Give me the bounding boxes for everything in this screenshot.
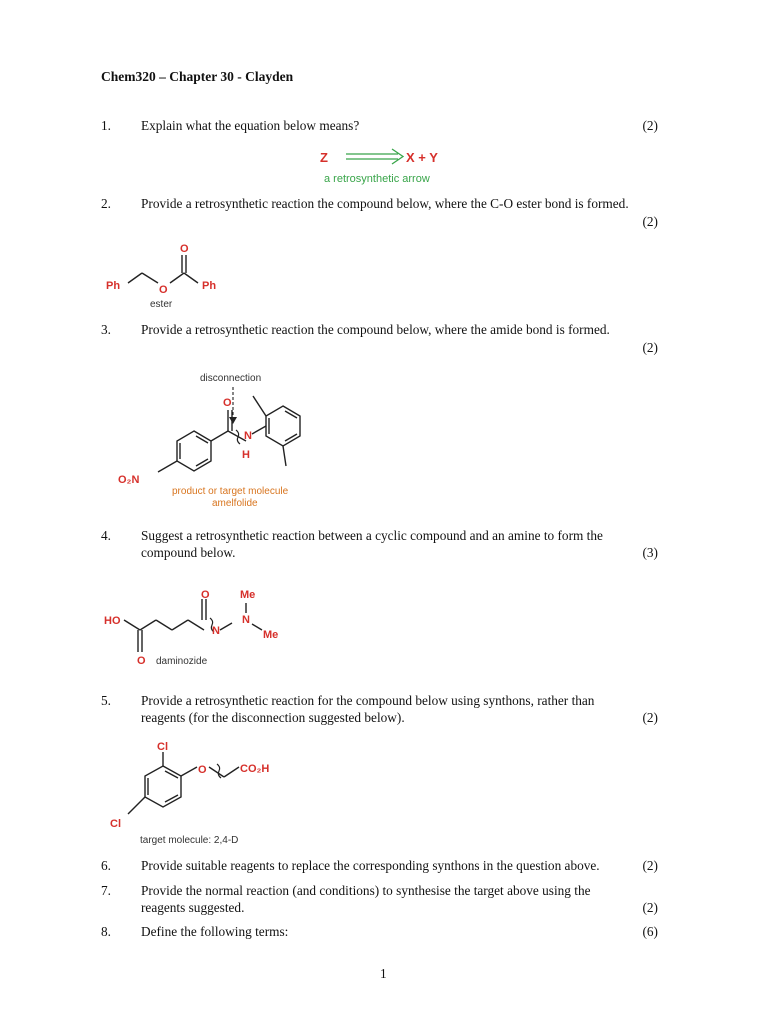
target-caption: product or target molecule [172,486,289,497]
compound-name: amelfolide [212,498,258,509]
ester-oxygen-label: O [159,284,168,296]
hydroxyl-label: HO [104,615,121,627]
question-text-line2: reagents suggested. [141,900,245,915]
chlorine-bottom-label: Cl [110,818,121,830]
question-number: 2. [101,196,111,211]
amide-hydrogen-label: H [242,449,250,461]
question-text-line1: Suggest a retrosynthetic reaction between a cyclic compound and an amine to form the [141,528,603,543]
methyl-top-label: Me [240,589,256,601]
question-marks: (2) [642,214,658,229]
carbonyl-oxygen-bottom-label: O [137,655,146,667]
xy-label: X + Y [406,150,438,165]
ester-caption: ester [150,299,173,310]
benzyl-benzoate-structure [100,236,240,314]
2-4-d-structure [100,734,290,850]
question-text: Provide suitable reagents to replace the corresponding synthons in the question above. [141,858,600,873]
question-marks: (3) [642,545,658,560]
carbonyl-oxygen-top-label: O [201,589,210,601]
daminozide-structure [100,568,300,672]
question-number: 5. [101,693,111,708]
ph-left-label: Ph [106,280,121,292]
ph-right-label: Ph [202,280,217,292]
2-4-d-bonds [128,752,239,814]
question-text-line2: reagents (for the disconnection suggested below). [141,710,405,725]
retrosynthetic-arrow-figure [310,143,470,189]
disconnection-label: disconnection [200,373,262,384]
question-marks: (2) [642,118,658,133]
question-marks: (6) [642,924,658,939]
nitro-group-label: O₂N [118,474,140,486]
arrow-caption: a retrosynthetic arrow [324,173,430,185]
chlorine-top-label: Cl [157,741,168,753]
aryl-ring-right [253,396,300,466]
question-text: Define the following terms: [141,924,289,939]
target-caption: target molecule: 2,4-D [140,835,239,846]
question-text: Explain what the equation below means? [141,118,360,133]
question-marks: (2) [642,900,658,915]
question-number: 1. [101,118,111,133]
z-label: Z [320,150,328,165]
ether-oxygen-label: O [198,764,207,776]
question-marks: (2) [642,858,658,873]
question-number: 7. [101,883,111,898]
question-text-line1: Provide a retrosynthetic reaction for the compound below using synthons, rather than [141,693,595,708]
carbonyl-oxygen-label: O [180,243,189,255]
question-text: Provide a retrosynthetic reaction the compound below, where the C-O ester bond is formed. [141,196,629,211]
methyl-right-label: Me [263,629,279,641]
question-number: 6. [101,858,111,873]
compound-name: daminozide [156,656,208,667]
question-text: Provide a retrosynthetic reaction the compound below, where the amide bond is formed. [141,322,610,337]
question-number: 4. [101,528,111,543]
amide-nitrogen-label: N [244,430,252,442]
page-number: 1 [380,966,387,981]
question-number: 3. [101,322,111,337]
question-text-line2: compound below. [141,545,236,560]
page-title: Chem320 – Chapter 30 - Clayden [101,69,294,84]
ester-bonds [128,255,198,283]
wavy-bond-icon [217,764,221,778]
amelfolide-structure [100,362,340,514]
carboxylic-acid-label: CO₂H [240,763,270,775]
nitrogen-1-label: N [212,625,220,637]
retrosynthetic-arrow-icon [346,149,403,164]
question-number: 8. [101,924,111,939]
question-marks: (2) [642,340,658,355]
carbonyl-oxygen-label: O [223,397,232,409]
question-marks: (2) [642,710,658,725]
nitrogen-2-label: N [242,614,250,626]
question-text-line1: Provide the normal reaction (and conditions) to synthesise the target above using the [141,883,591,898]
